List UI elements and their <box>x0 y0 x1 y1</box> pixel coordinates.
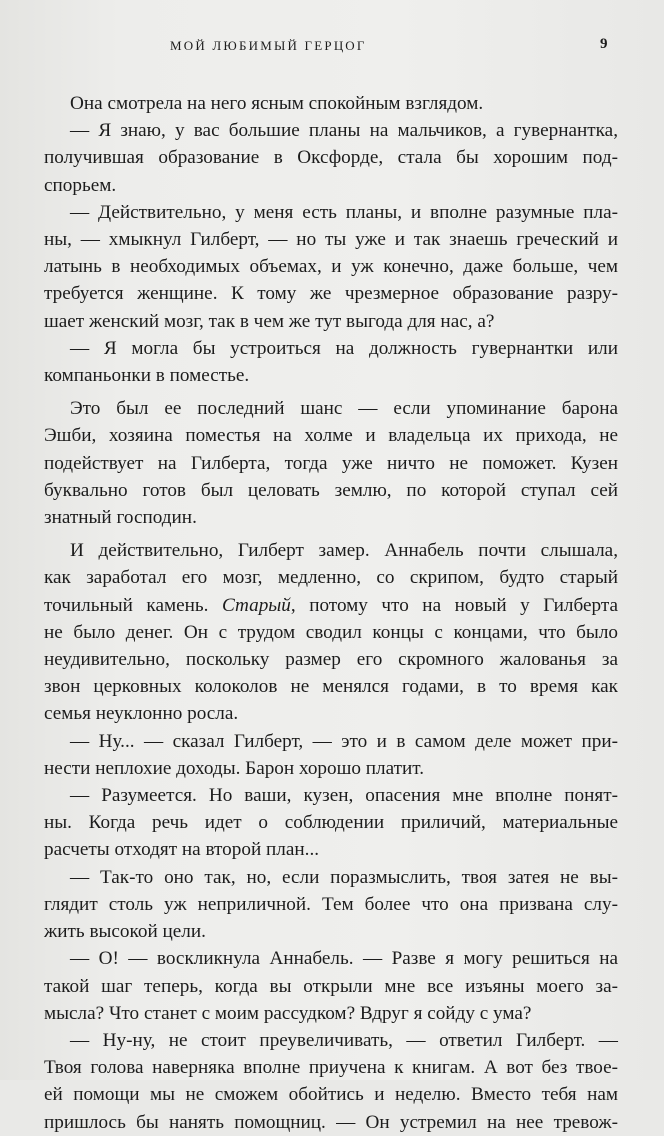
text-line: — Ну-ну, не стоит преувеличивать, — ответил Гилберт. — <box>70 1029 618 1051</box>
text-line: — О! — воскликнула Аннабель. — Разве я могу решиться на <box>70 948 618 970</box>
text-line: расчеты отходят на второй план... <box>44 839 320 861</box>
text-line: глядит столь уж неприличной. Тем более что она призвана слу- <box>44 893 618 915</box>
text-line: мысла? Что станет с моим рассудком? Вдруг я сойду с ума? <box>44 1002 532 1024</box>
text-line: шает женский мозг, так в чем же тут выгода для нас, а? <box>44 310 495 332</box>
text-line: — Ну... — сказал Гилберт, — это и в самом деле может при- <box>70 730 618 752</box>
text-line: неудивительно, поскольку размер его скромного жалованья за <box>44 649 618 671</box>
italic-word: Старый <box>221 594 291 616</box>
text-line: точильный камень. Старый, потому что на новый у Гилберта <box>44 594 618 616</box>
page-number: 9 <box>600 36 608 52</box>
text-line: такой шаг теперь, когда вы открыли мне все изъяны моего за- <box>44 975 618 997</box>
running-head <box>0 34 664 58</box>
text-line: — Я могла бы устроиться на должность гувернантки или <box>70 337 618 359</box>
text-line: латынь в необходимых объемах, и уж конечно, даже больше, чем <box>44 256 618 278</box>
text-line: спорьем. <box>44 174 117 196</box>
text-line: получившая образование в Оксфорде, стала бы хорошим под- <box>44 147 618 169</box>
text-line: — Так-то оно так, но, если поразмыслить, твоя затея не вы- <box>70 866 618 888</box>
text-line: пришлось бы нанять помощниц. — Он устремил на нее тревож- <box>44 1111 618 1133</box>
text-line: Твоя голова наверняка вполне приучена к книгам. А вот без твое- <box>44 1057 618 1079</box>
text-line: ны, — хмыкнул Гилберт, — но ты уже и так знаешь греческий и <box>44 229 618 251</box>
text-line: Эшби, хозяина поместья на холме и владельца их прихода, не <box>44 425 618 447</box>
text-line: Это был ее последний шанс — если упоминание барона <box>70 398 618 420</box>
text-line: буквально готов был целовать землю, по которой ступал сей <box>44 479 618 501</box>
text-line: — Я знаю, у вас большие планы на мальчиков, а гувернантка, <box>70 120 618 142</box>
text-line: жить высокой цели. <box>44 921 206 943</box>
text-line: ей помощи мы не сможем обойтись и неделю. Вместо тебя нам <box>44 1084 618 1106</box>
body-text <box>44 90 618 1136</box>
text-line: требуется женщине. К тому же чрезмерное образование разру- <box>44 283 618 305</box>
text-line: И действительно, Гилберт замер. Аннабель почти слышала, <box>70 540 618 562</box>
text-line: как заработал его мозг, медленно, со скрипом, будто старый <box>44 567 618 589</box>
text-line: компаньонки в поместье. <box>44 365 250 387</box>
running-title: МОЙ ЛЮБИМЫЙ ГЕРЦОГ <box>170 38 367 53</box>
text-line: — Разумеется. Но ваши, кузен, опасения мне вполне понят- <box>70 785 618 807</box>
text-line: звон церковных колоколов не менялся годами, в то время как <box>44 676 618 698</box>
text-line: Она смотрела на него ясным спокойным взглядом. <box>70 93 484 114</box>
text-line: нести неплохие доходы. Барон хорошо платит. <box>44 757 425 779</box>
text-line: подействует на Гилберта, тогда уже ничто не поможет. Кузен <box>44 452 618 474</box>
text-line: знатный господин. <box>44 507 197 529</box>
text-line: ны. Когда речь идет о соблюдении приличий, материальные <box>44 812 618 834</box>
text-line: — Действительно, у меня есть планы, и вполне разумные пла- <box>70 201 618 223</box>
text-line: семья неуклонно росла. <box>44 703 239 725</box>
text-line: не было денег. Он с трудом сводил концы с концами, что было <box>44 621 618 643</box>
